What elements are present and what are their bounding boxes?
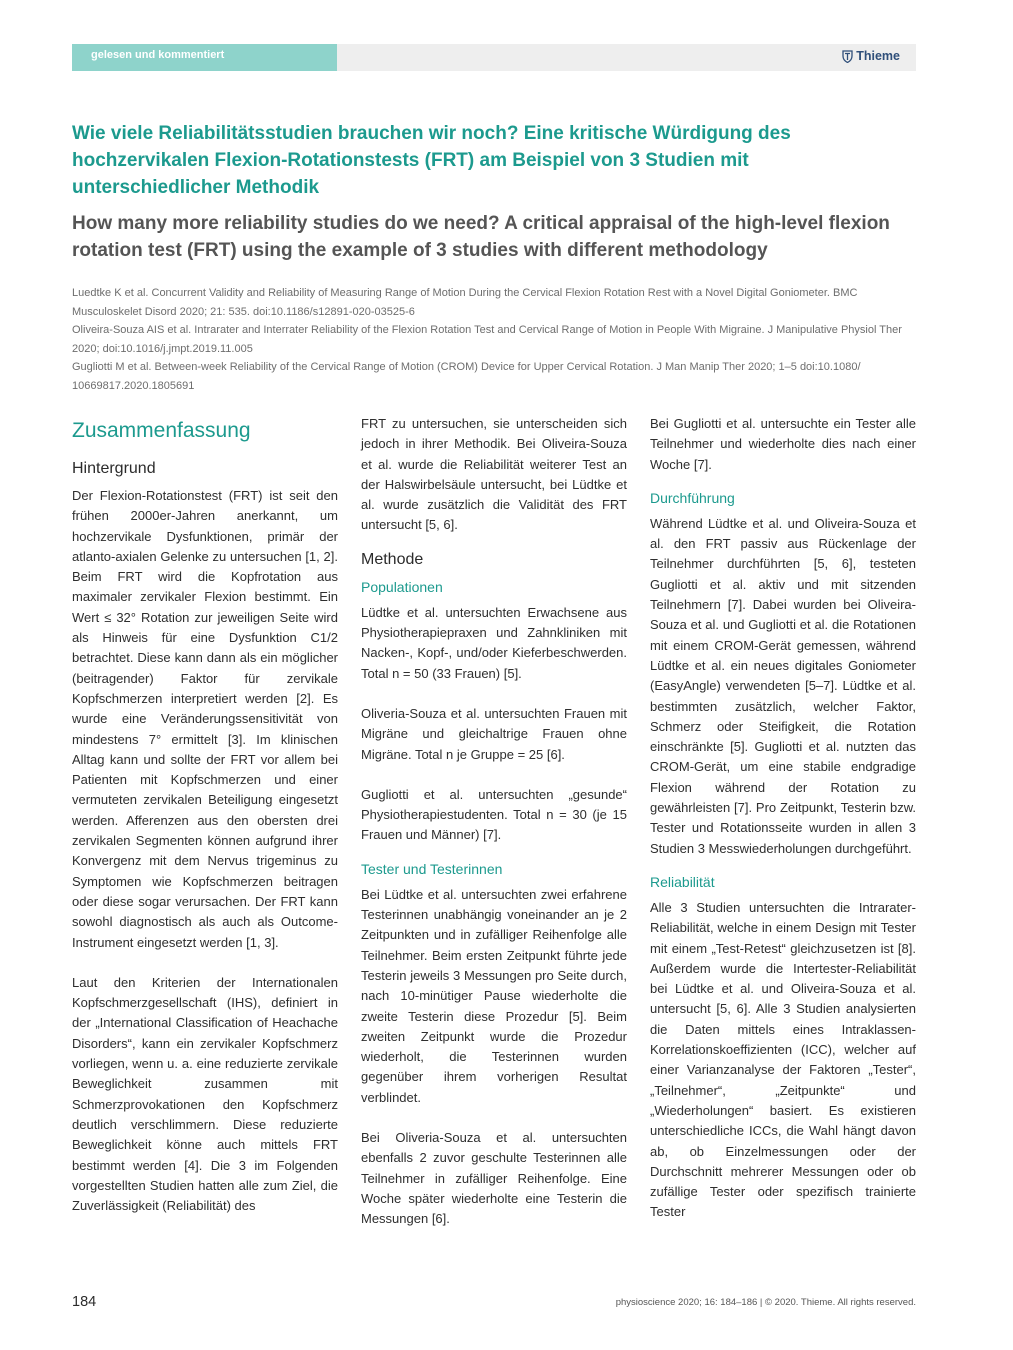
reference-item: Luedtke K et al. Concurrent Validity and Reliability of Measuring Range of Motion During the Cervical Flexion Rotation Rest with a Novel Digital Goniometer. BMC Musculoskelet Disord 2020; 21: 535. doi:10.1186/s12891-020-03525-6	[72, 287, 858, 318]
procedure-heading: Durchführung	[650, 489, 735, 506]
background-paragraph: Laut den Kriterien der Internationalen Kopfschmerzgesellschaft (IHS), definiert in der „International Classification of Heachache Disorders“, kann ein zervikaler Kopfschmerz vorliegen, wenn u. a. eine reduzierte zervikale Beweglichkeit zusammen mit Schmerzprovokationen den Kopfschmerz deutlich verschlimmern. Diese reduzierte Beweglichkeit könne auch mittels FRT bestimmt werden [4]. Die 3 im Folgenden vorgestellten Studien hatten alle zum Ziel, die Zuverlässigkeit (Reliabilität) des	[72, 974, 338, 1214]
body-paragraph: FRT zu untersuchen, sie unterscheiden sich jedoch in ihrer Methodik. Bei Oliveira-Souza et al. wurde die Reliabilität weiterer Test an der Halswirbelsäule untersucht, bei Lüdtke et al. wurde zusätzlich die Validität des FRT untersucht [5, 6].	[361, 416, 627, 533]
reliability-heading: Reliabilität	[650, 873, 715, 890]
method-heading: Methode	[361, 550, 424, 568]
populations-paragraph: Oliveria-Souza et al. untersuchten Frauen mit Migräne und gleichaltrige Frauen ohne Migräne. Total n je Gruppe = 25 [6].	[361, 705, 627, 762]
publisher-logo	[842, 49, 900, 63]
article-title-german: Wie viele Reliabilitätsstudien brauchen wir noch? Eine kritische Würdigung des hochzervikalen Flexion-Rotationstests (FRT) am Beispiel von 3 Studien mit unterschiedlicher Methodik	[72, 123, 791, 198]
testers-paragraph: Bei Gugliotti et al. untersuchte ein Tester alle Teilnehmer und wiederholte dies nach einer Woche [7].	[650, 416, 916, 472]
category-label: gelesen und kommentiert	[91, 49, 225, 61]
testers-paragraph: Bei Lüdtke et al. untersuchten zwei erfahrene Testerinnen unabhängig voneinander an je 2 Zeitpunkten und in zufälliger Reihenfolge alle Teilnehmer. Beim ersten Zeitpunkt führte jede Testerin jeweils 3 Messungen pro Seite durch, nach 10-minütiger Pause wiederholte die zweite Testerin diese Prozedur [5]. Beim zweiten Zeitpunkt wurde die Prozedur wiederholt, die Testerinnen wurden gegenüber ihrem vorherigen Resultat verblindet.	[361, 886, 627, 1105]
testers-paragraph: Bei Oliveria-Souza et al. untersuchten ebenfalls 2 zuvor geschulte Testerinnen alle Teilnehmer in zufälliger Reihenfolge. Eine Woche später wiederholte eine Testerin die Messungen [6].	[361, 1130, 627, 1227]
journal-citation: physioscience 2020; 16: 184–186 | © 2020. Thieme. All rights reserved.	[615, 1297, 916, 1308]
category-tab	[72, 44, 337, 71]
thieme-shield-icon	[842, 50, 853, 63]
populations-paragraph: Gugliotti et al. untersuchten „gesunde“ Physiotherapiestudenten. Total n = 30 (je 15 Frauen und Männer) [7].	[361, 786, 627, 843]
publisher-name: Thieme	[856, 49, 900, 63]
reference-list	[72, 284, 917, 395]
page-number: 184	[72, 1294, 97, 1310]
background-heading: Hintergrund	[72, 460, 156, 477]
populations-heading: Populationen	[361, 578, 443, 595]
text-column-1	[72, 414, 338, 1216]
reliability-paragraph: Alle 3 Studien untersuchten die Intrarater-Reliabilität, welche in einem Design mit Tester mit einem „Test-Retest“ gleichzusetzen ist [8]. Außerdem wurde die Intertester-Reliabilität bei Lüdtke et al. und Oliveira-Souza et al. untersucht [5, 6]. Alle 3 Studien analysierten die Daten mittels eines Intraklassen-Korrelationskoeffizienten (ICC), welcher auf einer Varianzanalyse der Faktoren „Tester“, „Teilnehmer“, „Zeitpunkte“ und „Wiederholungen“ basiert. Es existieren unterschiedliche ICCs, die Wahl hängt davon ab, ob Einzelmessungen oder der Durchschnitt mehrerer Messungen oder ob zufällige Tester oder spezifisch trainierte Tester	[650, 899, 916, 1220]
populations-paragraph: Lüdtke et al. untersuchten Erwachsene aus Physiotherapiepraxen und Zahnkliniken mit Nacken-, Kopf-, und/oder Kieferbeschwerden. Total n = 50 (33 Frauen) [5].	[361, 604, 627, 681]
testers-heading: Tester und Testerinnen	[361, 860, 503, 877]
summary-heading: Zusammenfassung	[72, 419, 251, 442]
background-paragraph: Der Flexion-Rotationstest (FRT) ist seit den frühen 2000er-Jahren anerkannt, um hochzervikale Dysfunktionen, primär der atlanto-axialen Gelenke zu untersuchen [1, 2]. Beim FRT wird die Kopfrotation aus maximaler zervikaler Flexion bestimmt. Ein Wert ≤ 32° Rotation zur jeweiligen Seite wird als Hinweis für eine Dysfunktion C1/2 betrachtet. Diese kann dann als ein möglicher (beitragender) Faktor für zervikale Kopfschmerzen interpretiert werden [2]. Es wurde eine Veränderungssensitivität von mindestens 7° ermittelt [3]. Im klinischen Alltag kann und sollte der FRT vor allem bei Patienten mit Kopfschmerzen und einer vermuteten zervikalen Beteiligung eingesetzt werden. Afferenzen aus den obersten drei zervikalen Segmenten können aufgrund ihrer Konvergenz mit dem Nervus trigeminus zu Symptomen wie Kopfschmerzen beitragen oder diese sogar verursachen. Der FRT kann sowohl diagnostisch als auch als Outcome-Instrument eingesetzt werden [1, 3].	[72, 488, 338, 950]
reference-item: Gugliotti M et al. Between-week Reliability of the Cervical Range of Motion (CROM) Device for Upper Cervical Rotation. J Man Manip Ther 2020; 1–5 doi:10.1080/ 10669817.2020.1805691	[72, 361, 861, 392]
procedure-paragraph: Während Lüdtke et al. und Oliveira-Souza et al. den FRT passiv aus Rückenlage der Teilnehmer durchführten [5, 6], testeten Gugliotti et al. aktiv und mit sitzenden Teilnehmern [7]. Dabei wurden bei Oliveira-Souza et al. und Gugliotti et al. die Rotationen mit einem CROM-Gerät gemessen, während Lüdtke et al. ein neues digitales Goniometer (EasyAngle) verwendeten [5–7]. Lüdtke et al. bestimmten zusätzlich, welcher Faktor, Schmerz oder Steifigkeit, die Rotation einschränkte [5]. Gugliotti et al. nutzten das CROM-Gerät, um eine stabile endgradige Flexion während der Rotation zu gewährleisten [7]. Pro Zeitpunkt, Testerin bzw. Tester und Rotationsseite wurden in allen 3 Studien 3 Messwiederholungen durchgeführt.	[650, 515, 916, 856]
reference-item: Oliveira-Souza AIS et al. Intrarater and Interrater Reliability of the Flexion Rotation Test and Cervical Range of Motion in People With Migraine. J Manipulative Physiol Ther 2020; doi:10.1016/j.jmpt.2019.11.005	[72, 324, 902, 355]
text-column-3	[650, 414, 916, 1223]
header-bar	[72, 44, 916, 71]
text-column-2	[361, 414, 627, 1230]
article-title-english: How many more reliability studies do we need? A critical appraisal of the high-level flexion rotation test (FRT) using the example of 3 studies with different methodology	[72, 213, 890, 261]
